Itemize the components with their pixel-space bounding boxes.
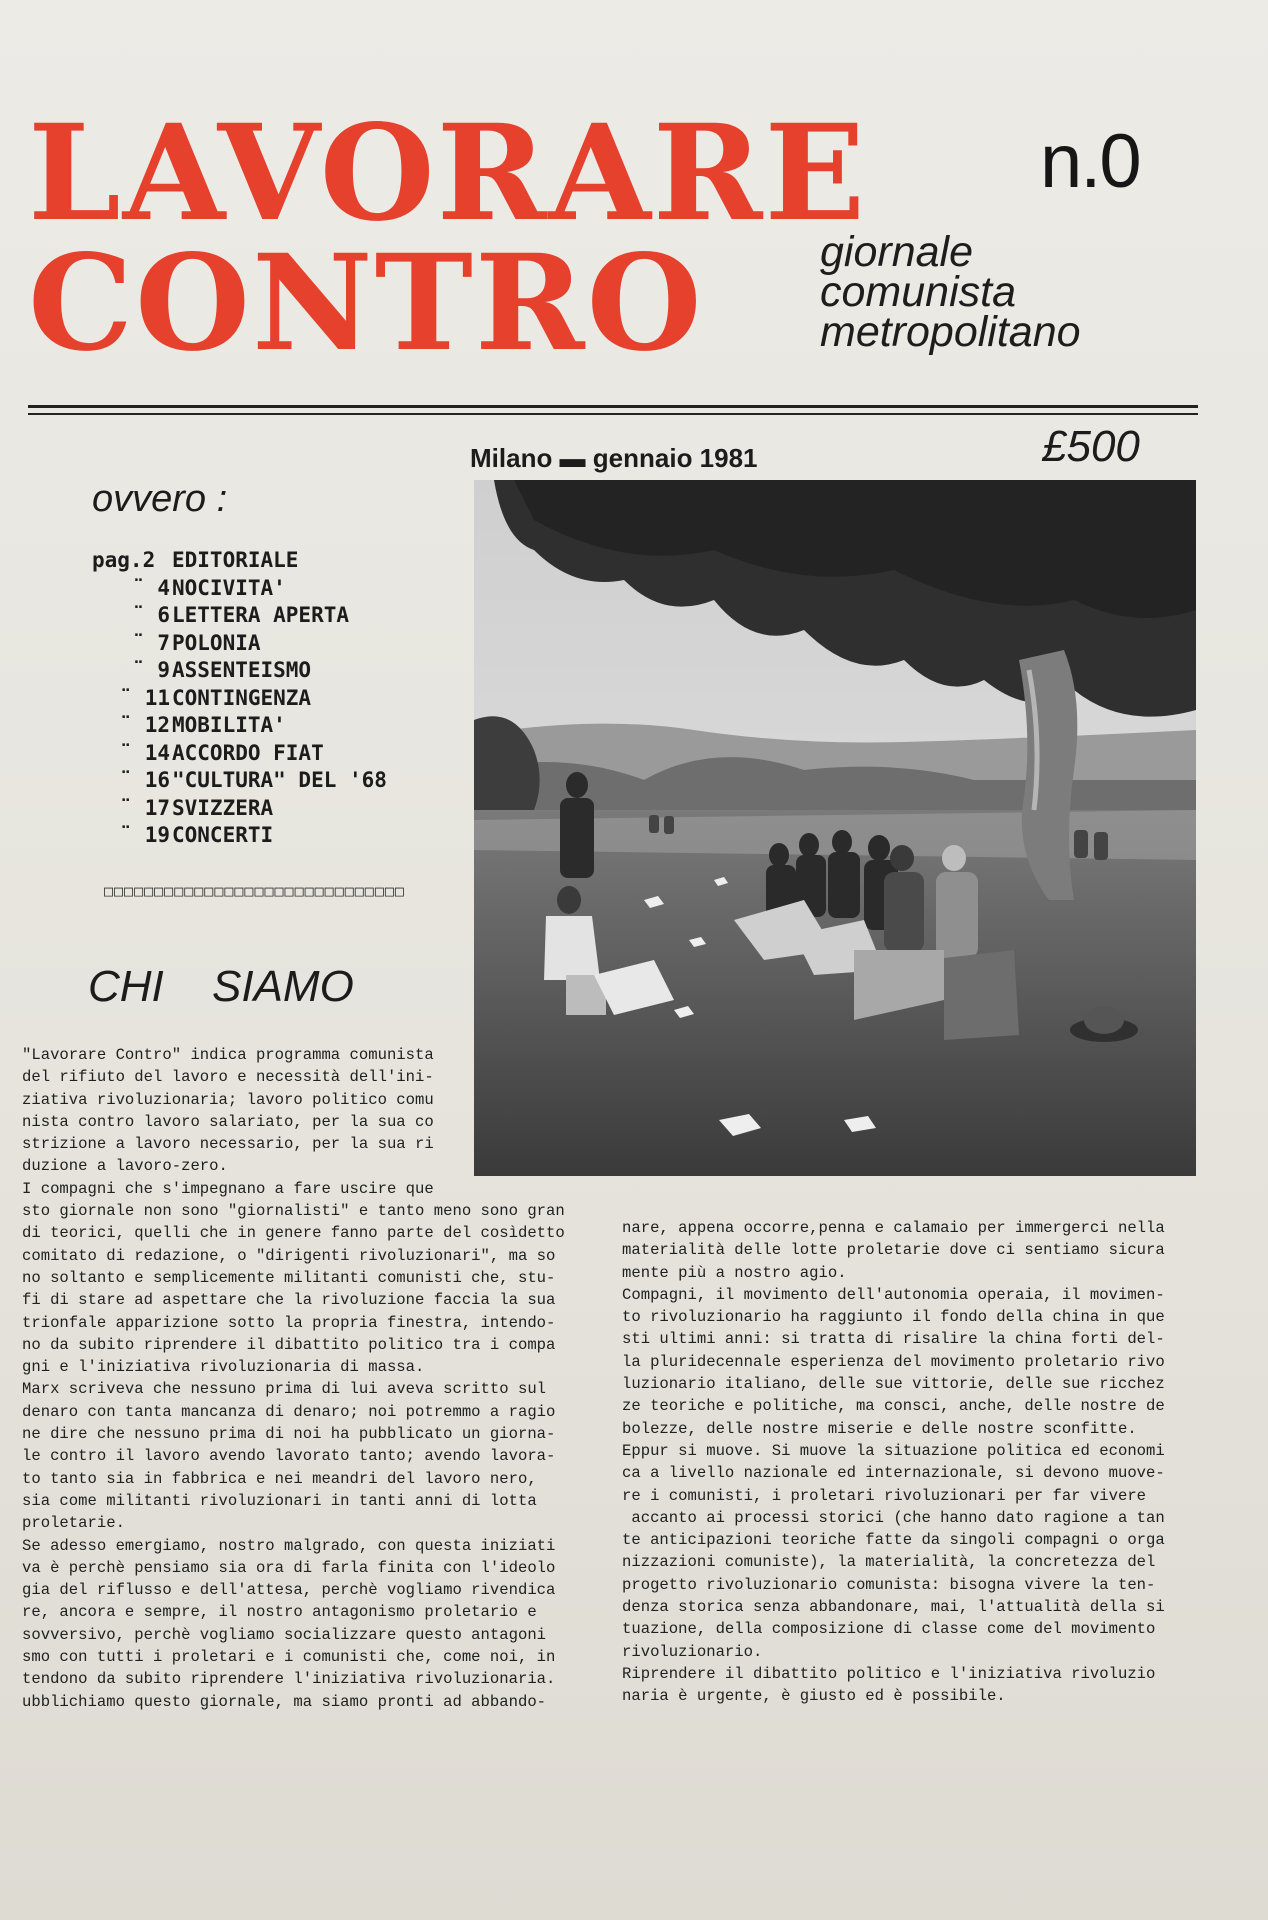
- contents-item: [92, 658, 452, 686]
- contents-page-number: ¨ 6: [132, 603, 170, 627]
- article-line: no da subito riprendere il dibattito politico tra i compa: [22, 1335, 556, 1354]
- article-line: bolezze, delle nostre miserie e delle nostre sconfitte.: [622, 1419, 1137, 1438]
- contents-heading: ovvero :: [92, 478, 228, 520]
- article-line: fi di stare ad aspettare che la rivoluzione faccia la sua: [22, 1291, 556, 1310]
- article-column-left: [22, 1044, 612, 1713]
- article-line: mente più a nostro agio.: [622, 1263, 847, 1282]
- article-line: accanto ai processi storici (che hanno dato ragione a tan: [622, 1508, 1165, 1527]
- article-heading: CHI SIAMO: [88, 962, 354, 1011]
- contents-item: [92, 741, 452, 769]
- subtitle-line: metropolitano: [820, 308, 1081, 356]
- contents-page-number: ¨ 17: [119, 795, 170, 820]
- article-line: ne dire che nessuno prima di noi ha pubblicato un giorna-: [22, 1425, 556, 1444]
- masthead-title-line2: CONTRO: [28, 226, 704, 381]
- article-line: Compagni, il movimento dell'autonomia operaia, il movimen-: [622, 1285, 1165, 1304]
- article-line: re, ancora e sempre, il nostro antagonismo proletario e: [22, 1603, 537, 1622]
- article-line: to rivoluzionario ha raggiunto il fondo della china in que: [622, 1308, 1165, 1327]
- article-line: "Lavorare Contro" indica programma comunista: [22, 1046, 434, 1064]
- article-line: ca a livello nazionale ed internazionale, si devono muove-: [622, 1464, 1165, 1483]
- issue-number: n.0: [1040, 119, 1140, 204]
- article-line: tendono da subito riprendere l'iniziativa rivoluzionaria.: [22, 1670, 556, 1689]
- contents-title: EDITORIALE: [172, 548, 299, 572]
- article-line: comitato di redazione, o "dirigenti rivoluzionari", ma so: [22, 1246, 556, 1265]
- article-line: sto giornale non sono "giornalisti" e tanto meno sono gran: [22, 1202, 565, 1221]
- contents-page-number: ¨ 19: [119, 823, 170, 847]
- contents-page-number: ¨ 16: [119, 768, 170, 792]
- contents-page-number: ¨ 4: [132, 575, 170, 600]
- contents-page-number: ¨ 9: [132, 658, 170, 682]
- contents-title: MOBILITA': [172, 713, 286, 737]
- article-line: rivoluzionario.: [622, 1642, 763, 1661]
- article-line: sovversivo, perchè vogliamo socializzare questo antagoni: [22, 1625, 547, 1644]
- price: £500: [1042, 422, 1140, 471]
- masthead-subtitle: [820, 228, 1081, 356]
- article-line: proletarie.: [22, 1514, 125, 1533]
- article-line: Marx scriveva che nessuno prima di lui aveva scritto sul: [22, 1380, 547, 1399]
- contents-title: CONTINGENZA: [172, 685, 312, 710]
- contents-title: ASSENTEISMO: [172, 658, 312, 682]
- article-line: di teorici, quelli che in genere fanno parte del cosìdetto: [22, 1224, 565, 1243]
- article-line: va è perchè pensiamo sia ora di farla finita con l'ideolo: [22, 1558, 556, 1577]
- contents-page-number: ¨ 11: [119, 685, 170, 710]
- subtitle-line: comunista: [820, 268, 1016, 316]
- article-line: Se adesso emergiamo, nostro malgrado, con questa iniziati: [22, 1536, 556, 1555]
- masthead-rule: [28, 413, 1198, 415]
- article-line: no soltanto e semplicemente militanti comunisti che, stu-: [22, 1268, 556, 1287]
- article-line: nizzazioni comuniste), la materialità, la concretezza del: [622, 1553, 1156, 1572]
- article-line: re i comunisti, i proletari rivoluzionari per far vivere: [622, 1486, 1147, 1505]
- table-of-contents: [92, 548, 452, 851]
- masthead-rule: [28, 405, 1198, 408]
- contents-item: [92, 713, 452, 741]
- article-line: trionfale apparizione sotto la propria finestra, intendo-: [22, 1313, 556, 1332]
- article-line: denza storica senza abbandonare, mai, l'attualità della si: [622, 1598, 1165, 1617]
- contents-page-number: ¨ 14: [119, 740, 170, 765]
- contents-item: [92, 603, 452, 631]
- article-line: denaro con tanta mancanza di denaro; noi potremmo a ragio: [22, 1402, 556, 1421]
- article-line: ziativa rivoluzionaria; lavoro politico comu: [22, 1090, 434, 1109]
- article-line: sti ultimi anni: si tratta di risalire la china forti del-: [622, 1330, 1165, 1349]
- article-line: luzionario italiano, delle sue vittorie, delle sue ricchez: [622, 1375, 1165, 1394]
- article-line: nare, appena occorre,penna e calamaio per immergerci nella: [622, 1219, 1165, 1237]
- article-column-right: [622, 1217, 1204, 1708]
- contents-title: CONCERTI: [172, 823, 274, 847]
- article-line: duzione a lavoro-zero.: [22, 1157, 228, 1176]
- article-line: tuazione, della composizione di classe come del movimento: [622, 1620, 1156, 1639]
- article-line: progetto rivoluzionario comunista: bisogna vivere la ten-: [622, 1575, 1156, 1594]
- article-line: smo con tutti i proletari e i comunisti che, come noi, in: [22, 1648, 556, 1667]
- article-line: sia come militanti rivoluzionari in tanti anni di lotta: [22, 1491, 537, 1510]
- article-line: nista contro lavoro salariato, per la sua co: [22, 1112, 434, 1131]
- contents-title: NOCIVITA': [172, 575, 286, 600]
- contents-title: "CULTURA" DEL '68: [172, 768, 387, 792]
- contents-item: [92, 576, 452, 604]
- article-line: strizione a lavoro necessario, per la sua ri: [22, 1135, 434, 1154]
- contents-title: SVIZZERA: [172, 795, 274, 820]
- contents-page-number: pag.2: [92, 548, 156, 572]
- contents-item: [92, 686, 452, 714]
- subtitle-line: giornale: [820, 228, 973, 276]
- article-line: ze teoriche e politiche, ma consci, anche, delle nostre de: [622, 1397, 1165, 1416]
- contents-title: ACCORDO FIAT: [172, 740, 324, 765]
- contents-item: [92, 631, 452, 659]
- contents-item: [92, 796, 452, 824]
- article-line: to tanto sia in fabbrica e nei meandri del lavoro nero,: [22, 1469, 537, 1488]
- article-line: la pluridecennale esperienza del movimento proletario rivo: [622, 1352, 1165, 1371]
- article-line: I compagni che s'impegnano a fare uscire que: [22, 1179, 434, 1198]
- contents-item: [92, 768, 452, 796]
- article-line: gia del riflusso e dell'attesa, perchè vogliamo rivendica: [22, 1581, 556, 1600]
- article-line: materialità delle lotte proletarie dove ci sentiamo sicura: [622, 1241, 1165, 1260]
- article-line: te anticipazioni teoriche fatte da singoli compagni o orga: [622, 1531, 1165, 1550]
- article-line: del rifiuto del lavoro e necessità dell'ini-: [22, 1068, 434, 1087]
- contents-item: [92, 823, 452, 851]
- article-line: Riprendere il dibattito politico e l'iniziativa rivoluzio: [622, 1664, 1156, 1683]
- article-line: gni e l'iniziativa rivoluzionaria di massa.: [22, 1358, 425, 1377]
- contents-page-number: ¨ 7: [132, 630, 170, 655]
- article-line: naria è urgente, è giusto ed è possibile.: [622, 1687, 1006, 1706]
- contents-item: [92, 548, 452, 576]
- contents-title: LETTERA APERTA: [172, 603, 350, 627]
- masthead-title-line1: LAVORARE: [28, 96, 868, 251]
- article-line: Eppur si muove. Si muove la situazione politica ed economi: [622, 1441, 1165, 1460]
- article-line: ubblichiamo questo giornale, ma siamo pronti ad abbando-: [22, 1692, 547, 1711]
- article-line: le contro il lavoro avendo lavorato tanto; avendo lavora-: [22, 1447, 556, 1466]
- contents-title: POLONIA: [172, 630, 261, 655]
- dateline: Milano ▬ gennaio 1981: [470, 443, 758, 473]
- separator-squares: □□□□□□□□□□□□□□□□□□□□□□□□□□□□□□: [104, 882, 405, 900]
- contents-page-number: ¨ 12: [119, 713, 170, 737]
